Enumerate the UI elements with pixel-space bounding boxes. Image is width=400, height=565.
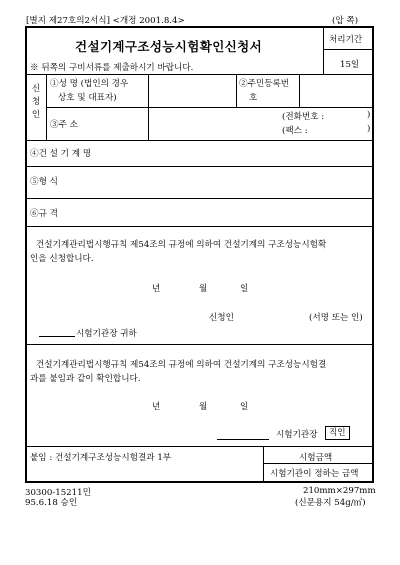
spec-label: ⑥규 격 xyxy=(30,209,58,219)
confirmation-date-month: 월 xyxy=(199,402,208,412)
model-top-line xyxy=(25,166,374,167)
resident-number-label-line2: 호 xyxy=(249,93,258,103)
address-top-line xyxy=(46,107,373,108)
spec-top-line xyxy=(25,198,374,199)
model-field[interactable] xyxy=(80,168,370,196)
processing-line xyxy=(323,49,372,50)
application-top-line xyxy=(25,226,374,227)
processing-period-label: 처리기간 xyxy=(329,35,363,45)
addressee-label: 시험기관장 귀하 xyxy=(76,329,137,339)
confirmation-date-year: 년 xyxy=(152,402,161,412)
fax-close: ) xyxy=(367,124,371,134)
address-label: ③주 소 xyxy=(50,120,78,130)
machine-name-field[interactable] xyxy=(110,142,370,164)
processing-period-value: 15일 xyxy=(340,60,360,70)
model-label: ⑤형 식 xyxy=(30,177,58,187)
application-text-line1: 건설기계관리법시행규칙 제54조의 규정에 의하여 건설기계의 구조성능시험확 xyxy=(36,240,327,250)
fee-value: 시험기관이 정하는 금액 xyxy=(270,469,359,479)
application-date-month: 월 xyxy=(199,284,208,294)
institution-head-label: 시험기관장 xyxy=(276,430,318,440)
confirmation-text-line2: 과를 붙임과 같이 확인합니다. xyxy=(30,374,141,384)
machine-name-label: ④건 설 기 계 명 xyxy=(30,149,92,159)
spec-field[interactable] xyxy=(80,200,370,224)
phone-close: ) xyxy=(367,110,371,120)
official-seal: 직인 xyxy=(325,426,350,440)
form-number: [별지 제27호의2서식] <개정 2001.8.4> xyxy=(26,16,185,26)
application-text-line2: 인을 신청합니다. xyxy=(30,254,94,264)
form-title: 건설기계구조성능시험확인신청서 xyxy=(75,39,263,54)
notice-text: ※ 뒤쪽의 구비서류를 제출하시기 바랍니다. xyxy=(30,63,194,73)
institution-head-blank[interactable] xyxy=(217,439,269,440)
applicant-label: 신 청 인 xyxy=(31,84,41,120)
fax-label: (팩스 : xyxy=(282,126,308,136)
applicant-top-line xyxy=(25,74,374,75)
fee-middle-line xyxy=(263,463,373,464)
attachment-top-line xyxy=(25,446,374,447)
phone-label: (전화번호 : xyxy=(282,112,325,122)
resident-number-label-line1: ②주민등록번 xyxy=(239,79,290,89)
signature-label: (서명 또는 인) xyxy=(309,313,363,323)
name-label-line2: 상호 및 대표자) xyxy=(58,93,117,103)
application-date-year: 년 xyxy=(152,284,161,294)
page-side-label: (압 쪽) xyxy=(332,16,359,26)
frame-left-line xyxy=(25,26,27,483)
applicant-sign-label: 신청인 xyxy=(209,313,234,323)
name-label-line1: ①성 명 (법인의 경우 xyxy=(50,79,129,89)
application-date-day: 일 xyxy=(240,284,249,294)
processing-divider xyxy=(323,27,324,75)
confirmation-date-day: 일 xyxy=(240,402,249,412)
frame-right-line xyxy=(372,26,374,483)
fee-label: 시험금액 xyxy=(299,453,333,463)
paper-size: 210mm×297mm xyxy=(303,486,376,496)
confirmation-text-line1: 건설기계관리법시행규칙 제54조의 규정에 의하여 건설기계의 구조성능시험결 xyxy=(36,360,327,370)
confirmation-top-line xyxy=(25,344,374,345)
address-field[interactable] xyxy=(149,109,279,139)
frame-bottom-line xyxy=(25,481,374,483)
machine-name-top-line xyxy=(25,140,374,141)
institution-name-blank[interactable] xyxy=(39,336,75,337)
form-code: 30300-15211민 xyxy=(25,488,91,498)
paper-type: (신문용지 54g/㎡) xyxy=(295,498,366,508)
resident-divider xyxy=(236,74,237,107)
name-field[interactable] xyxy=(149,77,235,106)
approval-date: 95.6.18 승인 xyxy=(25,498,78,508)
resident-number-field[interactable] xyxy=(300,77,371,106)
fee-divider xyxy=(263,446,264,482)
frame-top-line xyxy=(25,26,374,28)
attachment-text: 붙임 : 건설기계구조성능시험결과 1부 xyxy=(30,453,172,463)
